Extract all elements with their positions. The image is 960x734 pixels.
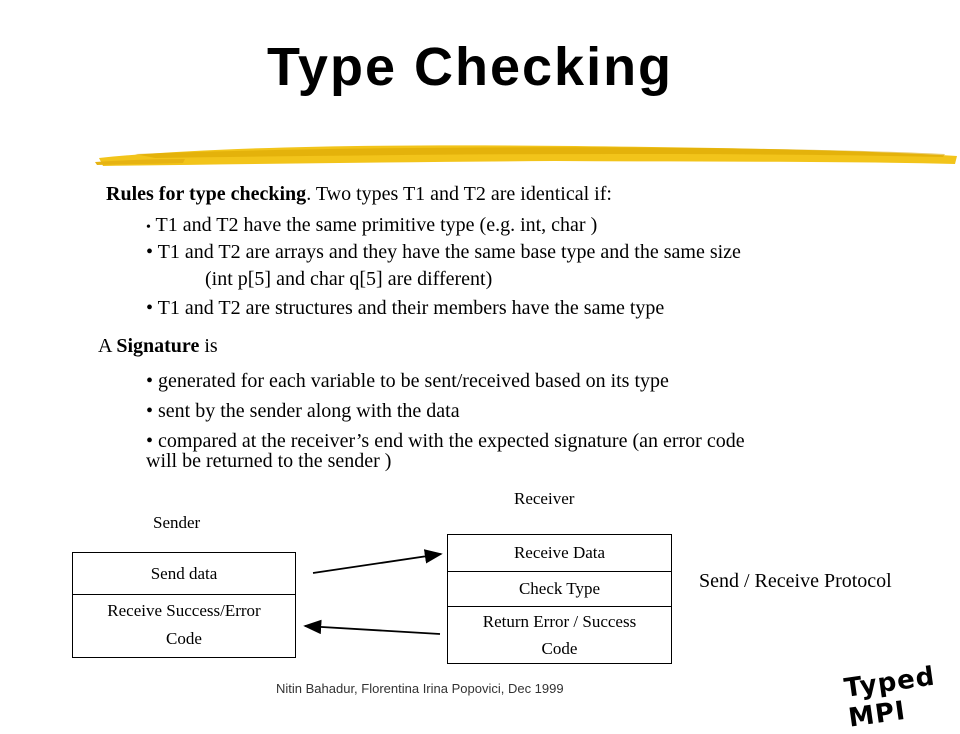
- signature-intro-bold: Signature: [116, 335, 200, 357]
- receiver-return-status-line1: Return Error / Success: [482, 612, 637, 631]
- signature-intro-pre: A: [98, 335, 117, 357]
- receiver-label: Receiver: [514, 489, 575, 508]
- rule-item-2: • T1 and T2 are arrays and they have the same base type and the same size: [146, 241, 741, 263]
- signature-item-3-text-cont: will be returned to the sender ): [146, 450, 392, 472]
- rules-heading-bold: Rules for type checking: [106, 183, 307, 205]
- signature-item-3: • compared at the receiver’s end with the expected signature (an error code will be returned to the sender ): [146, 430, 745, 472]
- sender-receive-status-line2: Code: [166, 629, 202, 648]
- sender-send-data: Send data: [73, 553, 295, 595]
- receiver-return-status-line2: Code: [541, 639, 578, 658]
- rule-item-2-note: (int p[5] and char q[5] are different): [205, 268, 493, 290]
- sender-label: Sender: [153, 513, 201, 532]
- sender-receive-status-line1: Receive Success/Error: [107, 601, 261, 620]
- rule-item-3: • T1 and T2 are structures and their members have the same type: [146, 297, 665, 319]
- signature-intro-post: is: [199, 335, 218, 357]
- receiver-receive-data: Receive Data: [448, 535, 671, 572]
- rule-item-2-text: T1 and T2 are arrays and they have the same base type and the same size: [157, 241, 741, 263]
- signature-item-2: • sent by the sender along with the data: [146, 400, 460, 422]
- rule-item-3-text: T1 and T2 are structures and their members have the same type: [157, 297, 665, 319]
- typed-mpi-logo: Typed MPI: [842, 661, 938, 734]
- rule-item-1-text: T1 and T2 have the same primitive type (e.g. int, char ): [155, 214, 598, 236]
- reply-arrow: [305, 626, 440, 634]
- signature-item-1: • generated for each variable to be sent/received based on its type: [146, 370, 669, 392]
- send-arrow: [313, 554, 441, 573]
- footer-credit: Nitin Bahadur, Florentina Irina Popovici, Dec 1999: [276, 681, 564, 696]
- signature-item-2-text: sent by the sender along with the data: [158, 400, 460, 422]
- bullet-icon: •: [146, 220, 151, 235]
- slide-title: Type Checking: [266, 37, 674, 97]
- signature-item-1-text: generated for each variable to be sent/received based on its type: [158, 370, 669, 392]
- signature-item-3-text: compared at the receiver’s end with the expected signature (an error code: [158, 430, 745, 452]
- protocol-label: Send / Receive Protocol: [699, 570, 892, 592]
- receiver-check-type: Check Type: [448, 572, 671, 607]
- rules-heading-rest: . Two types T1 and T2 are identical if:: [306, 183, 612, 205]
